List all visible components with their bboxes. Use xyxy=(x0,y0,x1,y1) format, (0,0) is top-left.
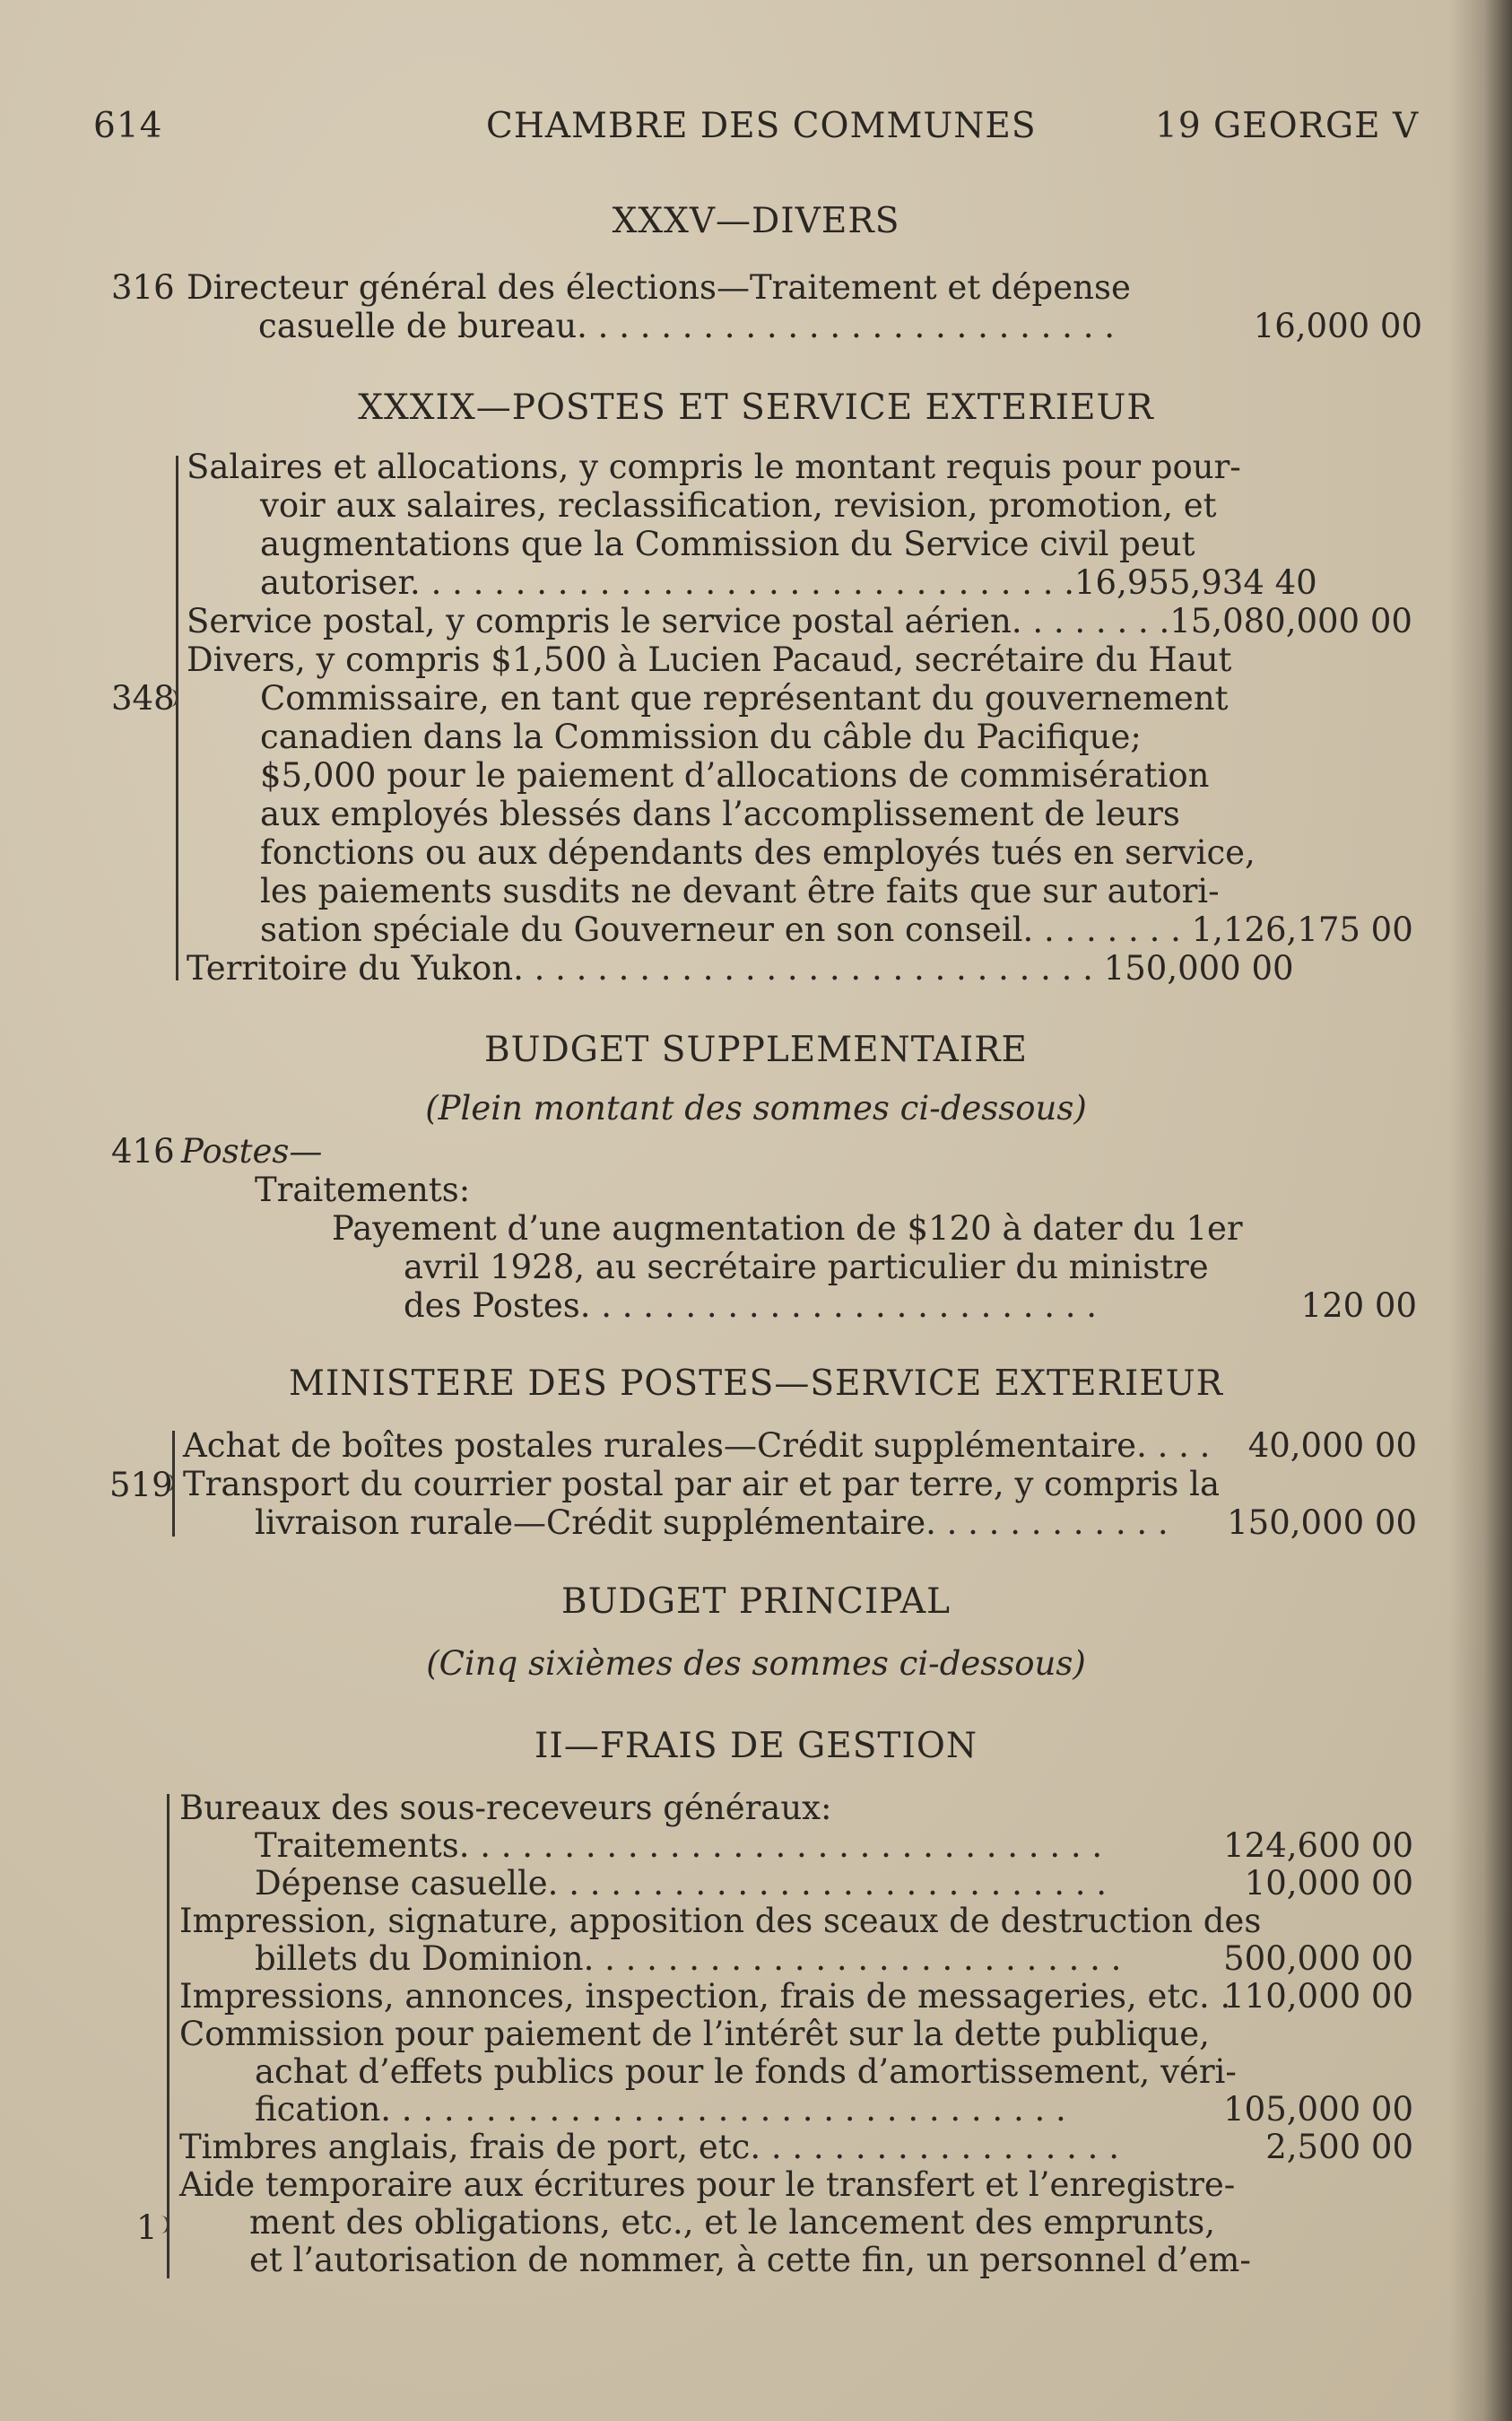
amount: 105,000 00 xyxy=(1223,2090,1413,2129)
entry-line: livraison rurale—Crédit supplémentaire. . . . . . . . . . . . xyxy=(255,1503,1169,1542)
amount: 500,000 00 xyxy=(1223,1939,1413,1978)
entry-line: Aide temporaire aux écritures pour le transfert et l’enregistre- xyxy=(179,2165,1236,2204)
entry-line: augmentations que la Commission du Service civil peut xyxy=(260,525,1195,563)
brace-1 xyxy=(167,1794,169,2278)
entry-line: Transport du courrier postal par air et par terre, y compris la xyxy=(183,1465,1221,1503)
entry-line: Impressions, annonces, inspection, frais de messageries, etc. . xyxy=(179,1977,1231,2016)
entry-line: autoriser. . . . . . . . . . . . . . . . . . . . . . . . . . . . . . . .16,955,934 40 xyxy=(260,563,1317,602)
entry-line: et l’autorisation de nommer, à cette fin, un personnel d’em- xyxy=(249,2241,1251,2279)
section-title-budget-supplementaire: BUDGET SUPPLEMENTAIRE xyxy=(483,1030,1029,1070)
entry-line: Traitements. . . . . . . . . . . . . . . . . . . . . . . . . . . . . . . xyxy=(255,1826,1103,1865)
section-title-budget-principal: BUDGET PRINCIPAL xyxy=(561,1581,951,1622)
amount: 10,000 00 xyxy=(1244,1864,1413,1903)
entry-line: achat d’effets publics pour le fonds d’amortissement, véri- xyxy=(255,2052,1237,2091)
section-title-frais-gestion: II—FRAIS DE GESTION xyxy=(534,1726,978,1766)
entry-line: Payement d’une augmentation de $120 à dater du 1er xyxy=(332,1209,1243,1248)
entry-line: Salaires et allocations, y compris le montant requis pour pour- xyxy=(187,448,1241,486)
amount: 124,600 00 xyxy=(1223,1826,1413,1865)
entry-line: sation spéciale du Gouverneur en son conseil. . . . . . . . 1,126,175 00 xyxy=(260,910,1413,949)
entry-line: les paiements susdits ne devant être faits que sur autori- xyxy=(260,872,1220,910)
section-title-divers: XXXV—DIVERS xyxy=(612,201,900,241)
entry-line: aux employés blessés dans l’accomplissement de leurs xyxy=(260,795,1180,833)
amount: 40,000 00 xyxy=(1247,1426,1417,1465)
session-label: 19 GEORGE V xyxy=(1155,106,1420,146)
item-number-1: 1 xyxy=(136,2208,158,2247)
entry-line: billets du Dominion. . . . . . . . . . . . . . . . . . . . . . . . . . xyxy=(255,1939,1122,1978)
entry-line: $5,000 pour le paiement d’allocations de commisération xyxy=(260,756,1210,795)
entry-heading: Postes— xyxy=(181,1132,323,1171)
item-number-416: 416 xyxy=(111,1132,175,1171)
entry-line: casuelle de bureau. . . . . . . . . . . . . . . . . . . . . . . . . . xyxy=(258,307,1115,345)
entry-line: avril 1928, au secrétaire particulier du ministre xyxy=(404,1248,1209,1286)
section-subtitle: (Cinq sixièmes des sommes ci-dessous) xyxy=(426,1644,1086,1683)
entry-line: ment des obligations, etc., et le lancement des emprunts, xyxy=(249,2203,1215,2242)
entry-line: Directeur général des élections—Traitement et dépense xyxy=(187,268,1131,307)
page-number: 614 xyxy=(93,106,163,146)
entry-line: Impression, signature, apposition des sceaux de destruction des xyxy=(179,1902,1262,1940)
item-number-316: 316 xyxy=(111,268,175,307)
entry-line: fonctions ou aux dépendants des employés tués en service, xyxy=(260,833,1256,872)
entry-line: Achat de boîtes postales rurales—Crédit supplémentaire. . . . xyxy=(183,1426,1211,1465)
entry-line: Dépense casuelle. . . . . . . . . . . . . . . . . . . . . . . . . . . xyxy=(255,1864,1108,1903)
entry-line: Service postal, y compris le service postal aérien. . . . . . . .15,080,000 00 xyxy=(187,602,1412,640)
brace-348 xyxy=(176,456,178,980)
amount: 16,000 00 xyxy=(1253,307,1422,345)
amount: 150,000 00 xyxy=(1227,1503,1417,1542)
entry-line: Divers, y compris $1,500 à Lucien Pacaud, secrétaire du Haut xyxy=(187,640,1232,679)
entry-line: Commission pour paiement de l’intérêt sur la dette publique, xyxy=(179,2015,1210,2053)
section-subtitle: (Plein montant des sommes ci-dessous) xyxy=(425,1089,1087,1128)
entry-line: Territoire du Yukon. . . . . . . . . . . . . . . . . . . . . . . . . . . . 150,000 00 xyxy=(187,949,1294,988)
section-title-ministere-postes: MINISTERE DES POSTES—SERVICE EXTERIEUR xyxy=(289,1363,1223,1404)
running-title: CHAMBRE DES COMMUNES xyxy=(486,106,1037,146)
entry-line: fication. . . . . . . . . . . . . . . . . . . . . . . . . . . . . . . . . xyxy=(255,2090,1066,2129)
entry-line: Timbres anglais, frais de port, etc. . . . . . . . . . . . . . . . . . xyxy=(179,2128,1119,2166)
entry-line: Commissaire, en tant que représentant du gouvernement xyxy=(260,679,1229,718)
entry-line: canadien dans la Commission du câble du Pacifique; xyxy=(260,718,1142,756)
entry-line: Bureaux des sous-receveurs généraux: xyxy=(179,1789,832,1827)
entry-line: des Postes. . . . . . . . . . . . . . . . . . . . . . . . . xyxy=(404,1286,1098,1325)
amount: 110,000 00 xyxy=(1223,1977,1413,2016)
page-edge-shadow xyxy=(1449,0,1512,2421)
section-title-postes: XXXIX—POSTES ET SERVICE EXTERIEUR xyxy=(358,388,1154,428)
amount: 120 00 xyxy=(1300,1286,1417,1325)
item-number-519: 519 xyxy=(109,1466,173,1504)
entry-line: voir aux salaires, reclassification, revision, promotion, et xyxy=(260,486,1217,525)
item-number-348: 348 xyxy=(111,679,175,718)
amount: 2,500 00 xyxy=(1265,2128,1413,2166)
entry-subheading: Traitements: xyxy=(255,1171,471,1209)
